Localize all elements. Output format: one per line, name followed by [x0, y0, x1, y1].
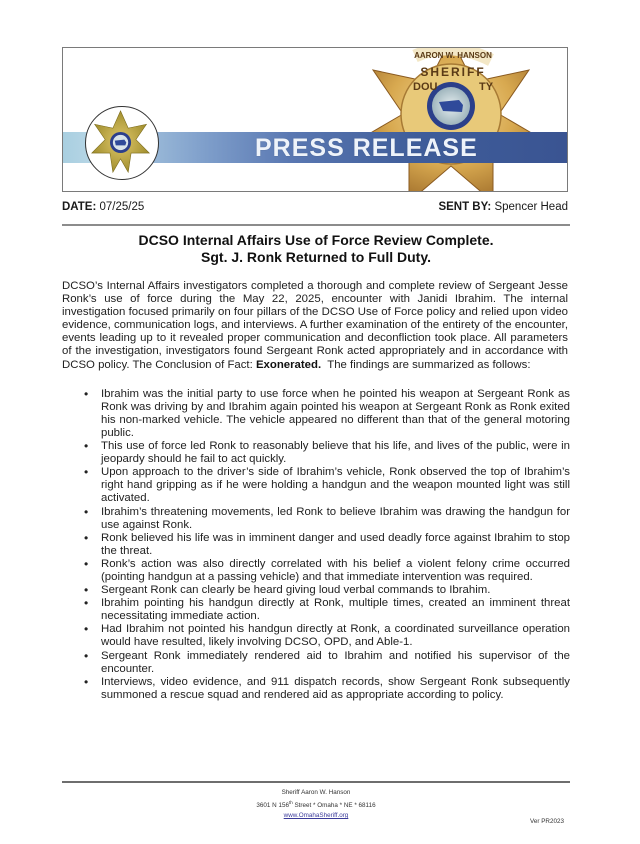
headline-line-1: DCSO Internal Affairs Use of Force Review Complete.	[138, 232, 494, 248]
list-item: • Sergeant Ronk immediately rendered aid to Ibrahim and notified his supervisor of the encounter.	[84, 650, 570, 676]
banner-title: PRESS RELEASE	[255, 134, 478, 162]
sent-by-label: SENT BY:	[438, 201, 492, 213]
findings-list	[84, 388, 570, 702]
address-number: 3601 N 156	[256, 802, 289, 810]
intro-paragraph	[62, 280, 568, 372]
version-label: Ver PR2023	[530, 818, 564, 825]
sent-by	[438, 200, 568, 214]
list-item: • Sergeant Ronk can clearly be heard giving loud verbal commands to Ibrahim.	[84, 584, 570, 597]
list-item: • Ronk’s action was also directly correlated with his belief a violent felony crime occurred (pointing handgun at a passing vehicle) and that immediate intervention was required.	[84, 558, 570, 584]
conclusion-exonerated: Exonerated.	[255, 358, 322, 371]
headline-line-2: Sgt. J. Ronk Returned to Full Duty.	[201, 249, 431, 265]
website-link[interactable]: www.OmahaSheriff.org	[283, 812, 349, 820]
footer-sheriff-name: Sheriff Aaron W. Hanson	[281, 789, 351, 796]
badge-title: SHERIFF	[420, 65, 486, 79]
release-date	[62, 200, 144, 214]
sheriff-seal-small	[85, 106, 159, 180]
list-item: • Ibrahim’s threatening movements, led Ronk to believe Ibrahim was drawing the handgun for use against Ronk.	[84, 506, 570, 532]
list-item: • Interviews, video evidence, and 911 dispatch records, show Sergeant Ronk subsequently summoned a rescue squad and rendered aid as appropriate according to policy.	[84, 676, 570, 702]
press-release-banner	[62, 47, 568, 192]
header-divider	[62, 224, 570, 226]
address-suffix: th	[288, 800, 293, 805]
list-item: • Ibrahim was the initial party to use force when he pointed his weapon at Sergeant Ronk as Ronk was driving by and Ibrahim again pointed his weapon at Sergeant Ronk as Ronk exited his non-marked vehicle. The vehicle appeared no different than that of the general motoring public.	[84, 388, 570, 440]
footer-block	[62, 781, 570, 821]
date-label: DATE:	[62, 201, 97, 213]
list-item: • Had Ibrahim not pointed his handgun directly at Ronk, a coordinated surveillance operation would have resulted, likely involving DCSO, OPD, and Able-1.	[84, 623, 570, 649]
headline	[62, 232, 570, 266]
sheriff-star-icon	[86, 107, 157, 178]
intro-text-after: The findings are summarized as follows:	[321, 358, 531, 371]
sent-by-value: Spencer Head	[494, 201, 568, 213]
footer-address	[62, 798, 570, 811]
list-item: • Ibrahim pointing his handgun directly at Ronk, multiple times, created an imminent threat necessitating immediate action.	[84, 597, 570, 623]
footer	[62, 788, 570, 821]
address-rest: Street * Omaha * NE * 68116	[292, 802, 376, 810]
badge-county-right: TY	[479, 81, 494, 93]
list-item: • Ronk believed his life was in imminent danger and used deadly force against Ibrahim to stop the threat.	[84, 532, 570, 558]
sheriff-badge-large-icon	[333, 47, 563, 192]
footer-divider	[62, 781, 570, 783]
badge-county-left: DOU	[413, 81, 438, 93]
list-item: • Upon approach to the driver’s side of Ibrahim’s vehicle, Ronk observed the top of Ibrahim’s right hand gripping as if he were holding a handgun and the weapon mounted light was still activated.	[84, 466, 570, 505]
release-body	[62, 232, 570, 702]
list-item: • This use of force led Ronk to reasonably believe that his life, and lives of the public, were in jeopardy should he fail to act quickly.	[84, 440, 570, 466]
badge-name-ribbon: AARON W. HANSON	[414, 51, 492, 60]
intro-text: DCSO’s Internal Affairs investigators completed a thorough and complete review of Sergeant Jesse Ronk’s use of force during the May 22, 2025, encounter with Janidi Ibrahim. The internal investigation focused primarily on four pillars of the DCSO Use of Force policy and relied upon video evidence, communication logs, and interviews. A further examination of the entirety of the encounter, events leading up to it revealed proper communication and deconfliction took place. All parameters of the investigation, investigators found Sergeant Ronk acted appropriately and in accordance with DCSO policy. The Conclusion of Fact:	[62, 280, 568, 371]
date-value: 07/25/25	[99, 201, 145, 213]
